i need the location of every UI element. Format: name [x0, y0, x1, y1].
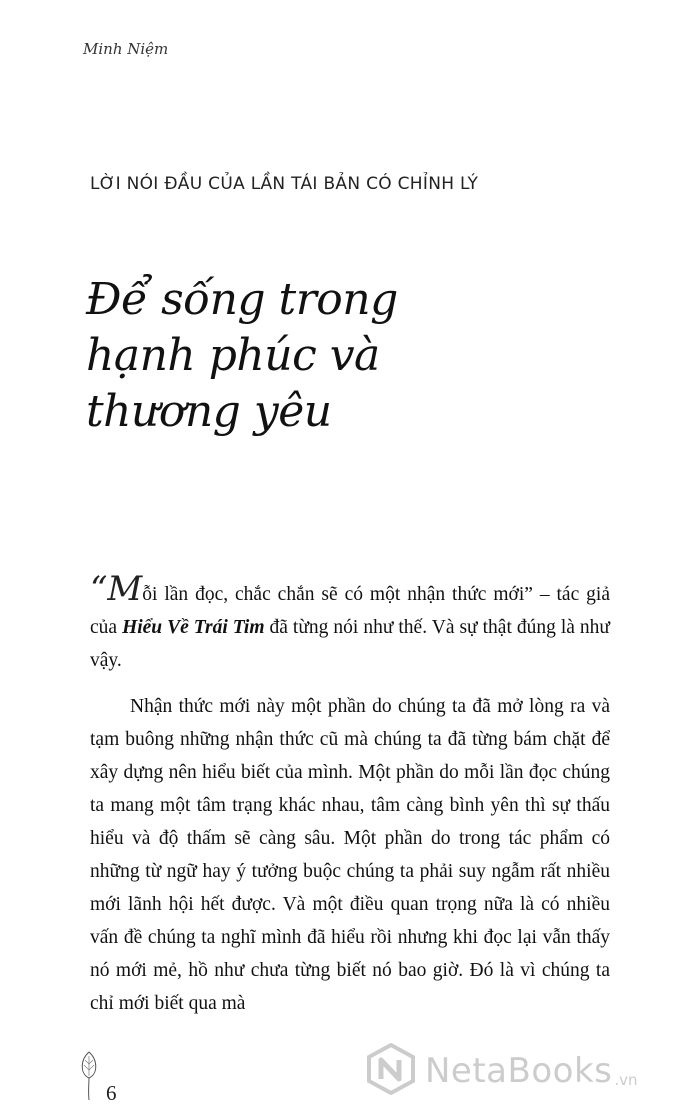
title-line-2: hạnh phúc và: [86, 330, 380, 381]
page-number: 6: [106, 1081, 117, 1105]
leaf-icon: [78, 1050, 100, 1106]
open-quote: “: [90, 569, 108, 609]
watermark-brand: NetaBooks: [425, 1051, 613, 1091]
chapter-title: [86, 272, 398, 440]
title-line-3: thương yêu: [86, 386, 332, 437]
drop-cap-letter: M: [107, 569, 143, 609]
book-title: Hiểu Về Trái Tim: [122, 617, 265, 638]
paragraph-1-text-b: đã từng nói như thế. Và sự thật đúng là như vậy.: [90, 617, 610, 671]
watermark: [365, 1043, 638, 1099]
page-footer: [78, 1050, 117, 1106]
paragraph-2: [90, 690, 610, 1020]
preface-heading: LỜI NÓI ĐẦU CỦA LẦN TÁI BẢN CÓ CHỈNH LÝ: [90, 174, 479, 194]
paragraph-1-text-a: ỗi lần đọc, chắc chắn sẽ có một nhận thức mới” – tác giả của: [90, 584, 610, 638]
watermark-suffix: .vn: [614, 1071, 638, 1089]
paragraph-1: [90, 569, 610, 677]
title-line-1: Để sống trong: [86, 274, 398, 325]
paragraph-2-text: Nhận thức mới này một phần do chúng ta đã mở lòng ra và tạm buông những nhận thức cũ mà chúng ta đã từng bám chặt để xây dựng nên hiểu biết của mình. Một phần do mỗi lần đọc chúng ta mang một tâm trạng khác nhau, tâm càng bình yên thì sự thấu hiểu và độ thấm sẽ càng sâu. Một phần do trong tác phẩm có những từ ngữ hay ý tưởng buộc chúng ta phải suy ngẫm rất nhiều mới lãnh hội hết được. Và một điều quan trọng nữa là có nhiều vấn đề chúng ta nghĩ mình đã hiểu rồi nhưng khi đọc lại vẫn thấy nó mới mẻ, hồ như chưa từng biết nó bao giờ. Đó là vì chúng ta chỉ mới biết qua mà: [90, 696, 610, 1014]
netabooks-logo-icon: [365, 1043, 417, 1099]
running-head: Minh Niệm: [83, 40, 169, 58]
